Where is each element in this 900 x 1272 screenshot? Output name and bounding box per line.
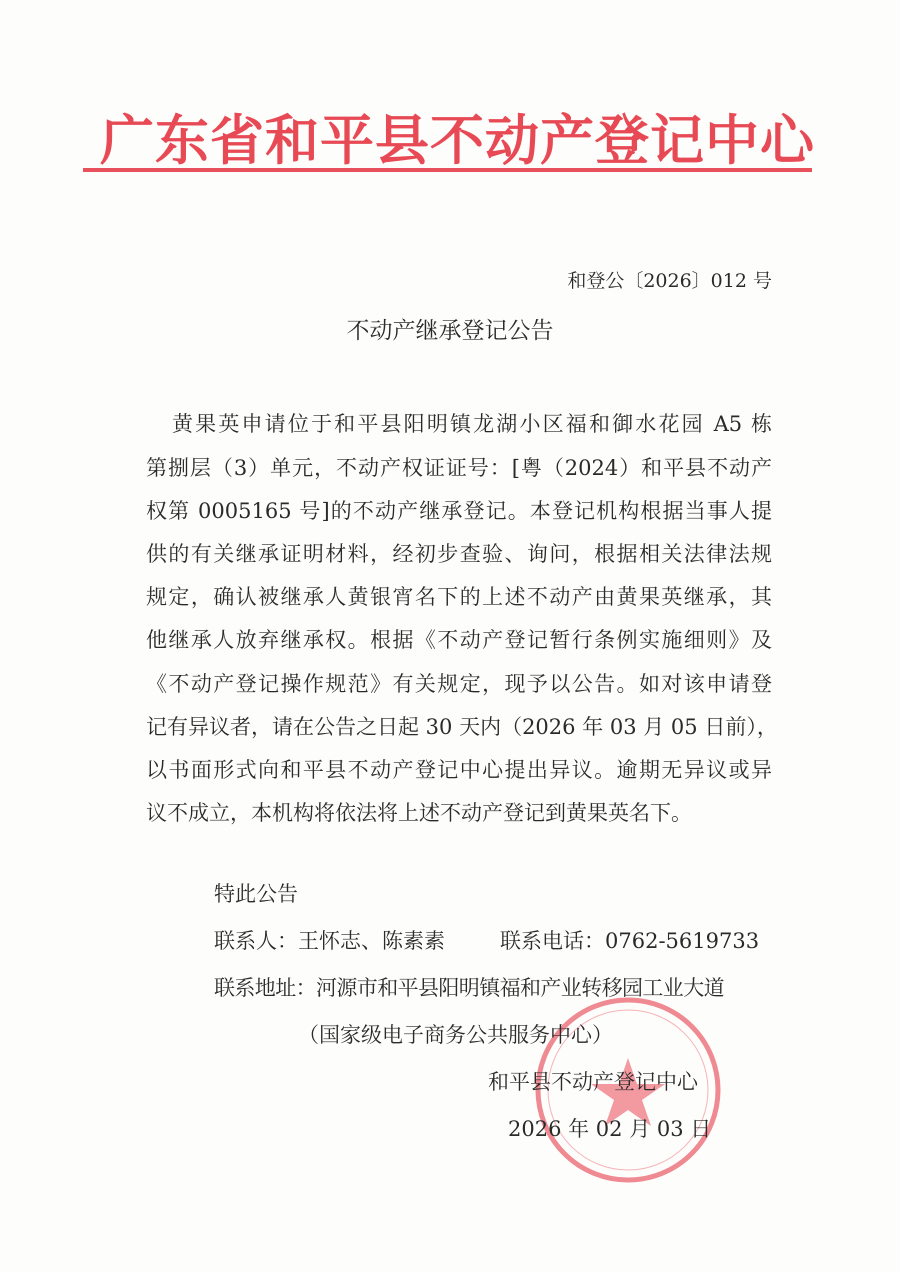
body-line: 《不动产登记操作规范》有关规定，现予以公告。如对该申请登 — [146, 672, 772, 696]
contact-phone: 联系电话：0762-5619733 — [500, 929, 760, 953]
document-number: 和登公〔2026〕012 号 — [567, 270, 772, 292]
org-letterhead-title: 广东省和平县不动产登记中心 — [100, 109, 815, 172]
closing-text: 特此公告 — [214, 882, 298, 906]
signature-date: 2026 年 02 月 03 日 — [508, 1117, 712, 1141]
contact-address: 联系地址：河源市和平县阳明镇福和产业转移园工业大道 — [214, 976, 724, 1000]
body-line: 权第 0005165 号]的不动产继承登记。本登记机构根据当事人提 — [146, 499, 772, 523]
body-line: 规定，确认被继承人黄银宵名下的上述不动产由黄果英继承，其 — [146, 585, 772, 609]
body-line: 供的有关继承证明材料，经初步查验、询问，根据相关法律法规 — [146, 542, 772, 566]
body-line: 议不成立，本机构将依法将上述不动产登记到黄果英名下。 — [146, 801, 692, 825]
body-line: 以书面形式向和平县不动产登记中心提出异议。逾期无异议或异 — [146, 758, 772, 782]
document-title: 不动产继承登记公告 — [346, 318, 554, 344]
contact-address-note: （国家级电子商务公共服务中心） — [298, 1023, 613, 1047]
body-line: 黄果英申请位于和平县阳明镇龙湖小区福和御水花园 A5 栋 — [172, 412, 772, 436]
signature-org: 和平县不动产登记中心 — [488, 1070, 698, 1094]
contact-person: 联系人：王怀志、陈素素 — [214, 929, 445, 953]
body-line: 第捌层（3）单元，不动产权证证号：[粤（2024）和平县不动产 — [146, 456, 772, 480]
body-line: 他继承人放弃继承权。根据《不动产登记暂行条例实施细则》及 — [146, 628, 772, 652]
body-line: 记有异议者，请在公告之日起 30 天内（2026 年 03 月 05 日前）， — [146, 715, 778, 739]
